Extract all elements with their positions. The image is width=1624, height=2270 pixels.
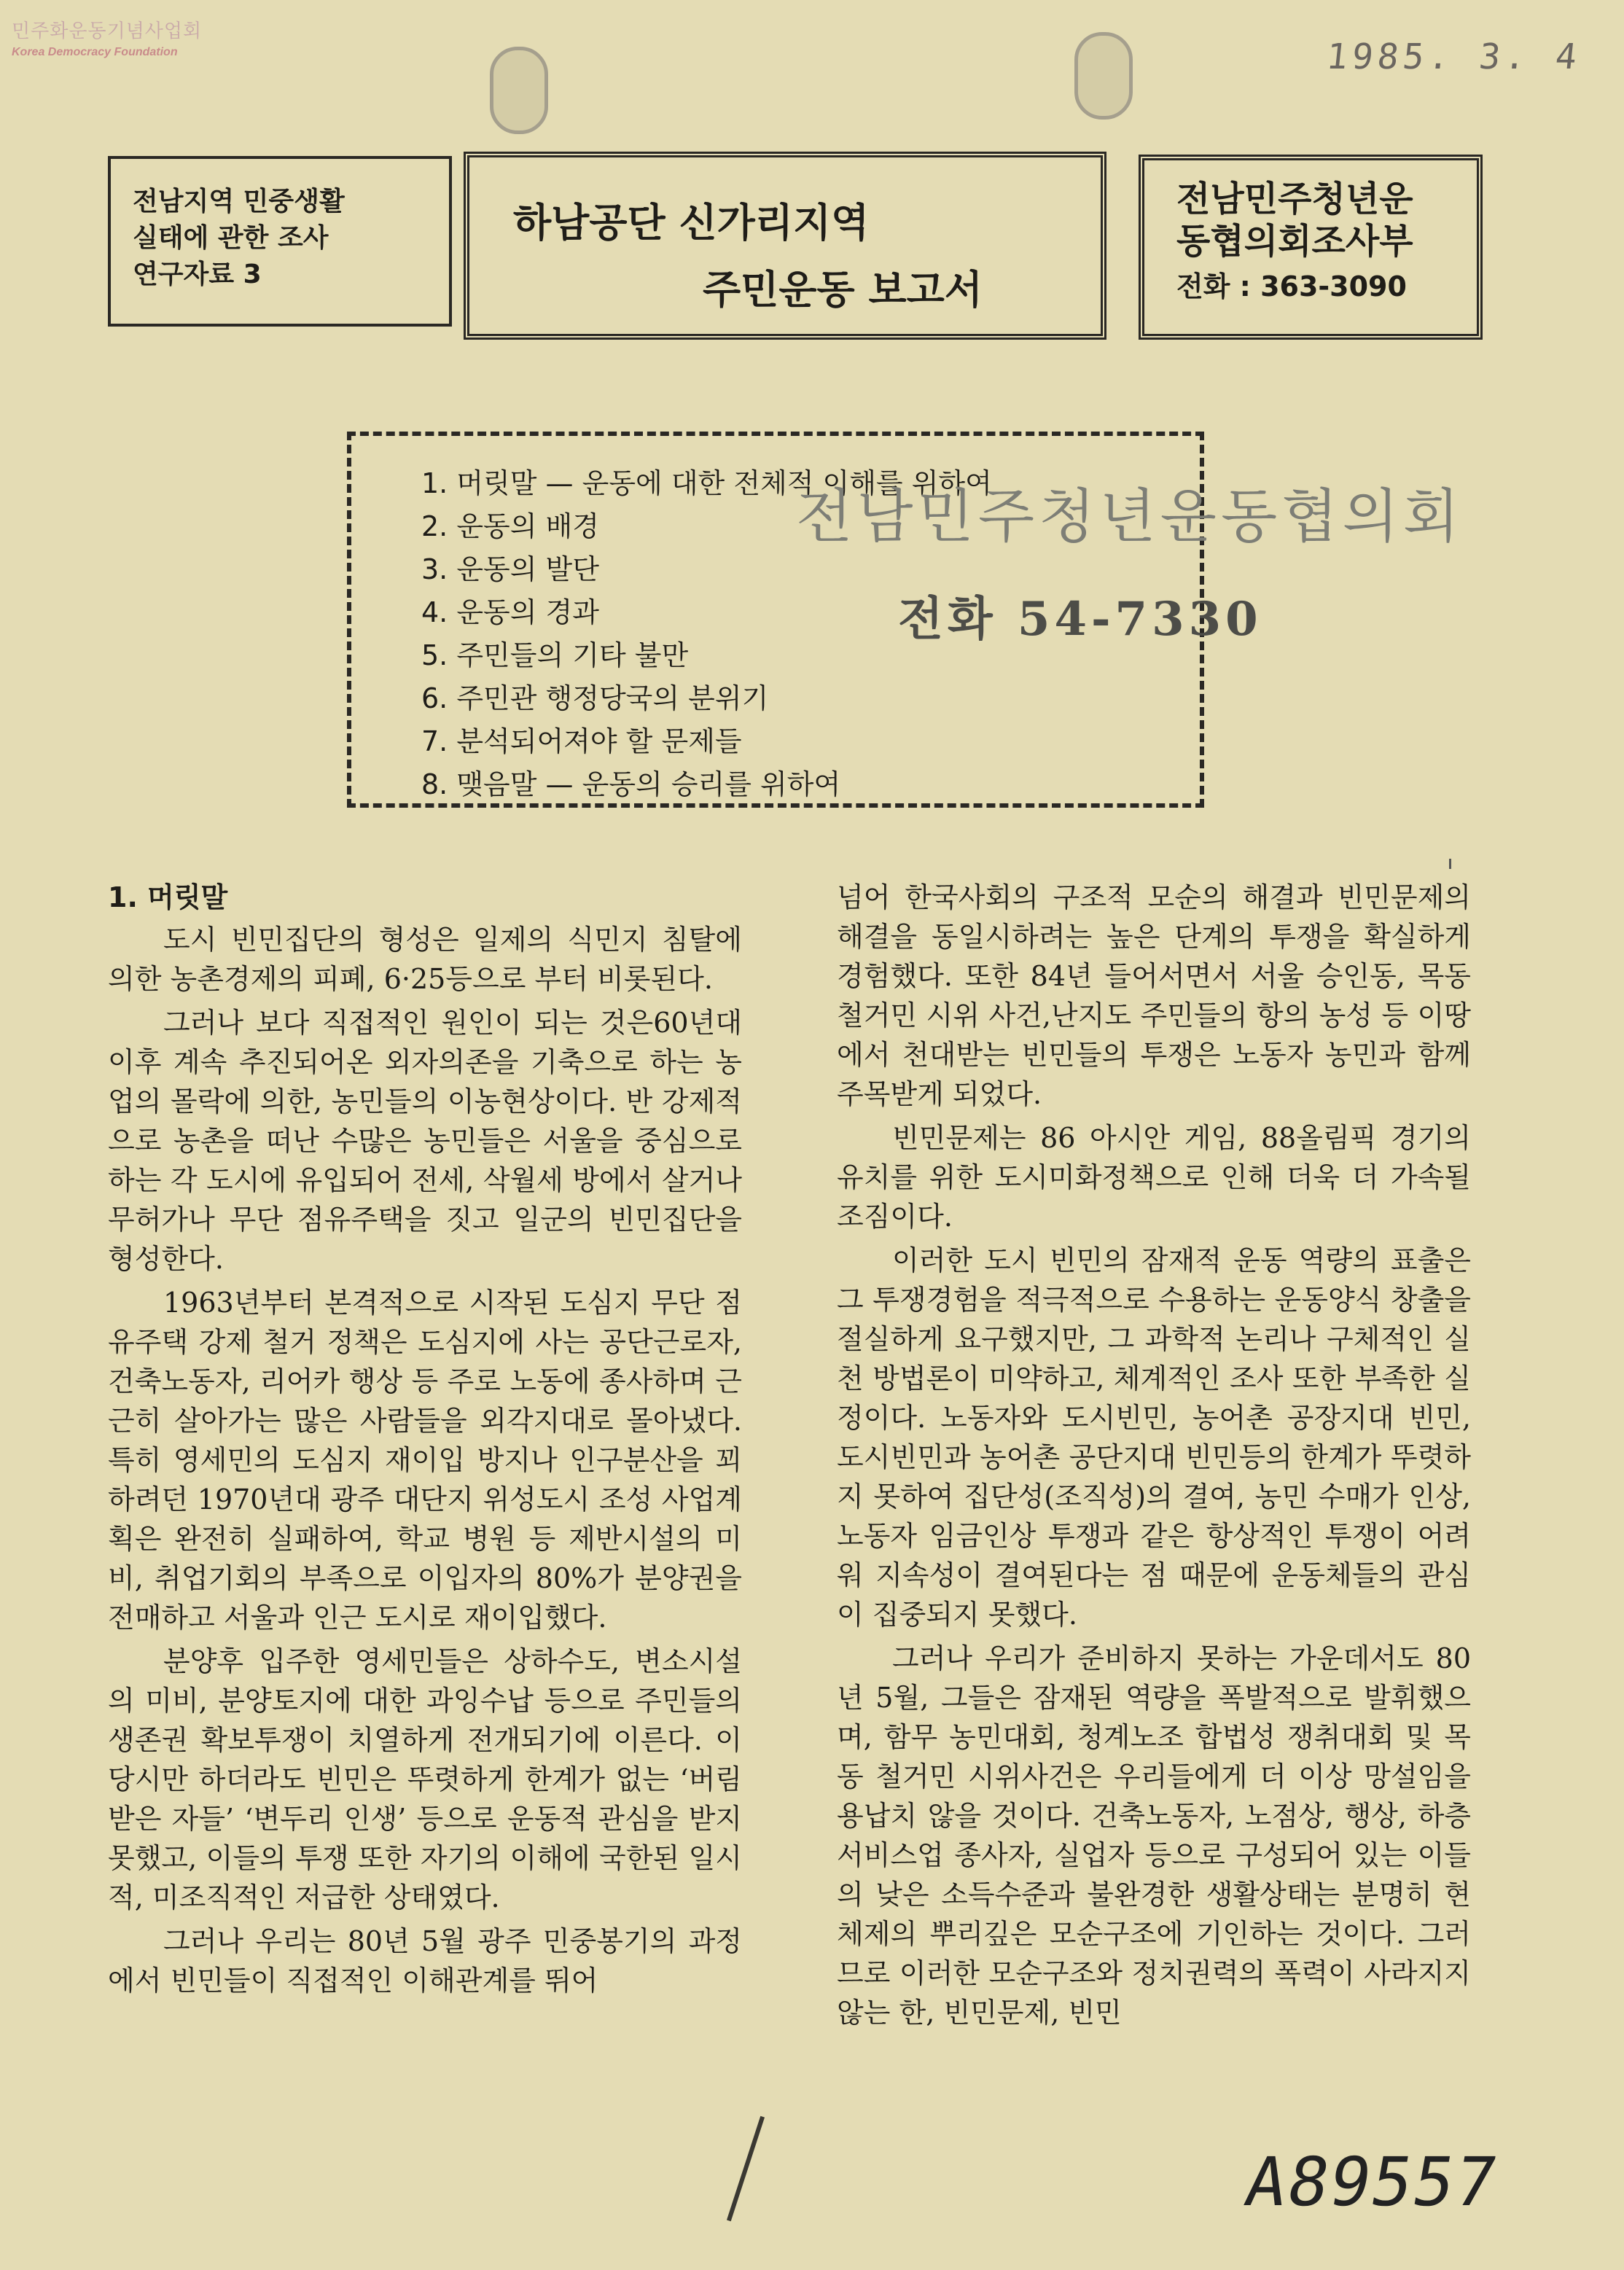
publisher-phone: 전화 : 363-3090: [1176, 270, 1407, 303]
series-info-box: [108, 156, 452, 327]
document-title-box: [464, 152, 1106, 340]
series-line-1: 전남지역 민중생활: [133, 187, 345, 217]
paragraph: 분양후 입주한 영세민들은 상하수도, 변소시설의 미비, 분양토지에 대한 과잉수납 등으로 주민들의 생존권 확보투쟁이 치열하게 전개되기에 이른다. 이 당시만 하더라도 빈민은 뚜렷하게 한계가 없는 ‘버림받은 자들’ ‘변두리 인생’ 등으로 운동적 관심을 받지못했고, 이들의 투쟁 또한 자기의 이해에 국한된 일시적, 미조직적인 저급한 상태였다.: [108, 1645, 742, 1914]
watermark-english: Korea Democracy Foundation: [12, 46, 178, 58]
toc-item: 4. 운동의 경과: [421, 596, 599, 628]
paragraph: 도시 빈민집단의 형성은 일제의 식민지 침탈에 의한 농촌경제의 피폐, 6·25등으로 부터 비롯된다.: [108, 924, 742, 995]
toc-item: 3. 운동의 발단: [421, 553, 599, 585]
paragraph: 그러나 우리가 준비하지 못하는 가운데서도 80년 5월, 그들은 잠재된 역량을 폭발적으로 발휘했으며, 함무 농민대회, 청계노조 합법성 쟁취대회 및 목동 철거민 시위사건은 우리들에게 더 이상 망설임을 용납치 않을 것이다. 건축노동자, 노점상, 행상, 하층서비스업 종사자, 실업자 등으로 구성되어 있는 이들의 낮은 소득수준과 불완경한 생활상태는 분명히 현 체제의 뿌리깊은 모순구조에 기인하는 것이다. 그러므로 이러한 모순구조와 정치권력의 폭력이 사라지지 않는 한, 빈민문제, 빈민: [837, 1642, 1471, 2029]
paragraph: 빈민문제는 86 아시안 게임, 88올림픽 경기의 유치를 위한 도시미화정책으로 인해 더욱 더 가속될 조짐이다.: [837, 1122, 1471, 1233]
section-title: 1. 머릿말: [108, 881, 228, 913]
archive-code: A89557: [1239, 2143, 1504, 2221]
title-line-1: 하남공단 신가리지역: [513, 200, 870, 246]
watermark-korean: 민주화운동기념사업회: [12, 20, 203, 42]
toc-item: 5. 주민들의 기타 불만: [421, 639, 689, 671]
foundation-watermark: [12, 16, 202, 59]
toc-item: 7. 분석되어져야 할 문제들: [421, 725, 742, 757]
organization-stamp: 전남민주청년운동협의회: [796, 483, 1464, 550]
paragraph: 넘어 한국사회의 구조적 모순의 해결과 빈민문제의 해결을 동일시하려는 높은 단계의 투쟁을 확실하게 경험했다. 또한 84년 들어서면서 서울 승인동, 목동 철거민 시위 사건,난지도 주민들의 항의 농성 등 이땅에서 천대받는 빈민들의 투쟁은 노동자 농민과 함께 주목받게 되었다.: [837, 881, 1472, 1110]
paragraph: 그러나 보다 직접적인 원인이 되는 것은60년대 이후 계속 추진되어온 외자의존을 기축으로 하는 농업의 몰락에 의한, 농민들의 이농현상이다. 반 강제적으로 농촌을 떠난 수많은 농민들은 서울을 중심으로 하는 각 도시에 유입되어 전세, 삭월세 방에서 살거나 무허가나 무단 점유주택을 짓고 일군의 빈민집단을 형성한다.: [108, 1007, 742, 1275]
toc-item: 6. 주민관 행정당국의 분위기: [421, 682, 769, 714]
publisher-line-2: 동협의회조사부: [1176, 221, 1413, 262]
paragraph: 그러나 우리는 80년 5월 광주 민중봉기의 과정에서 빈민들이 직접적인 이해관계를 뛰어: [108, 1925, 742, 1997]
paragraph: 1963년부터 본격적으로 시작된 도심지 무단 점유주택 강제 철거 정책은 도심지에 사는 공단근로자, 건축노동자, 리어카 행상 등 주로 노동에 종사하며 근근히 살아가는 많은 사람들을 외각지대로 몰아냈다. 특히 영세민의 도심지 재이입 방지나 인구분산을 꾀하려던 1970년대 광주 대단지 위성도시 조성 사업계획은 완전히 실패하여, 학교 병원 등 제반시설의 미비, 취업기회의 부족으로 이입자의 80%가 분양권을 전매하고 서울과 인근 도시로 재이입했다.: [108, 1287, 742, 1634]
pencil-stroke: [727, 2116, 765, 2222]
title-line-2: 주민운동 보고서: [703, 267, 983, 313]
publisher-box: [1139, 155, 1483, 340]
stamp-phone: 전화 54-7330: [898, 592, 1262, 647]
body-column-right: [837, 878, 1471, 2037]
toc-item: 8. 맺음말 — 운동의 승리를 위하여: [421, 768, 841, 800]
binder-hole-right: [1074, 32, 1133, 120]
publisher-line-1: 전남민주청년운: [1176, 179, 1413, 219]
body-column-left: [108, 878, 742, 2005]
binder-hole-left: [490, 47, 548, 134]
toc-item: 1. 머릿말 — 운동에 대한 전체적 이해를 위하여: [421, 467, 992, 499]
paragraph: 이러한 도시 빈민의 잠재적 운동 역량의 표출은 그 투쟁경험을 적극적으로 수용하는 운동양식 창출을 절실하게 요구했지만, 그 과학적 논리나 구체적인 실천 방법론이 미약하고, 체계적인 조사 또한 부족한 실정이다. 노동자와 도시빈민, 농어촌 공장지대 빈민, 도시빈민과 농어촌 공단지대 빈민등의 한계가 뚜렷하지 못하여 집단성(조직성)의 결여, 농민 수매가 인상, 노동자 임금인상 투쟁과 같은 항상적인 투쟁이 어려워 지속성이 결여된다는 점 때문에 운동체들의 관심이 집중되지 못했다.: [837, 1244, 1471, 1631]
series-line-3: 연구자료 3: [133, 260, 262, 289]
handwritten-date: 1985. 3. 4: [1324, 36, 1583, 77]
toc-item: 2. 운동의 배경: [421, 510, 599, 542]
margin-mark: [1449, 859, 1451, 869]
series-line-2: 실태에 관한 조사: [133, 223, 329, 253]
